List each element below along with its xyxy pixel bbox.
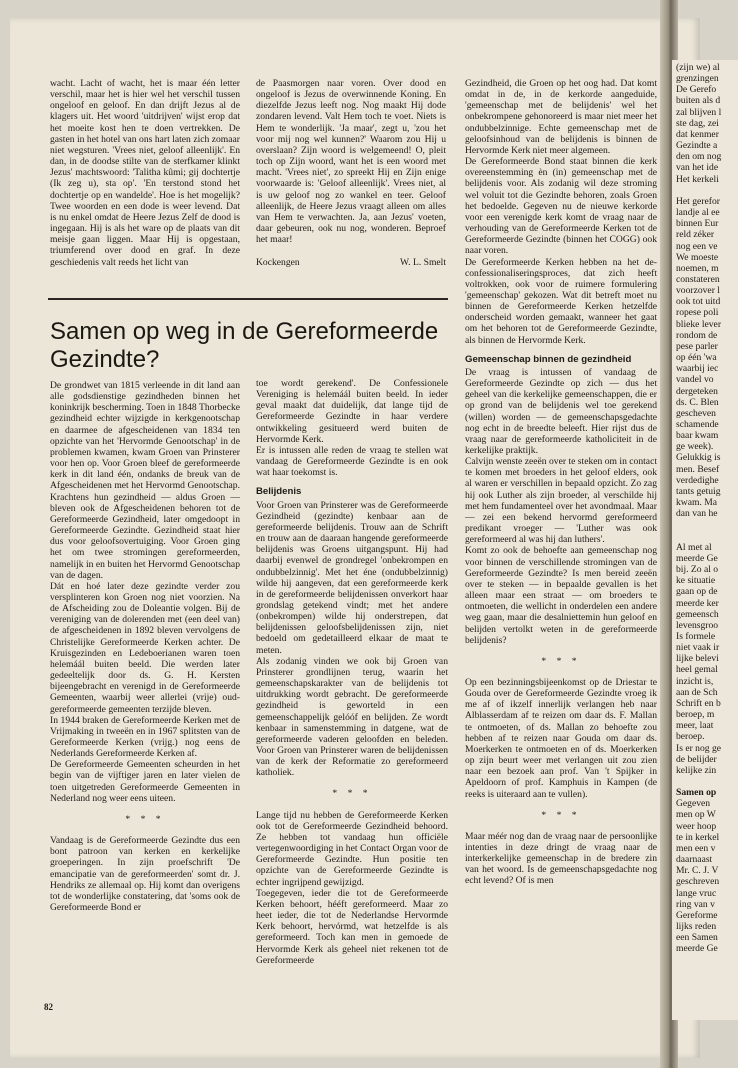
facing-page-line: gescheven [676, 407, 716, 419]
paragraph: Toegegeven, ieder die tot de Gereformeerde Kerken behoort, hééft gereformeerd. Maar zo heet ieder, die tot de Nederlandse Hervormde Kerk behoort, hervórmd, wat hetzelfde is als gereformeerd. Toch kan men in gemoede de Hervormde Kerk als geheel niet rekenen tot de Gereformeerde [256, 887, 448, 966]
article-column-1 [50, 380, 240, 1000]
facing-page-line: ge week). [676, 441, 714, 453]
section-break: * * * [332, 788, 372, 800]
facing-page-line: vandel vo [676, 374, 714, 386]
paragraph: Komt zo ook de behoefte aan gemeenschap nog voor binnen de verschillende stromingen van de Gereformeerde Gezindte? Is men bereid zeeën over te steken — in bepaalde gevallen is het alleen maar een straat — om broeders te ontmoeten, die wellicht in onderdelen een andere weg gaan, maar die desalniettemin hun geloof en belijden vertolkt weten in de gereformeerde belijdenis? [465, 545, 657, 646]
facing-page-line: zal blijven l [676, 106, 722, 118]
facing-page-line: noemen, m [676, 262, 719, 274]
facing-page-line: buiten als d [676, 95, 721, 107]
paragraph: Gezindheid, die Groen op het oog had. Dat komt omdat in de, in de kerkorde aangeduide, 'gemeenschap met de belijdenis' wel het onbekrompene gehonoreerd is maar niet meer het ondubbelzinnige. Echte gemeenschap met de geloofsinhoud van de belijdenis is binnen de Hervormde Kerk niet meer algemeen. [465, 78, 657, 156]
paragraph: Op een bezinningsbijeenkomst op de Driestar te Gouda over de Gereformeerde Gezindte vroeg ik me af of ikzelf innerlijk verlangen heb naar Alblasserdam af te reizen om daar ds. F. Mallan te ontmoeten, of ds. Mallan zo behoefte zou hebben af te reizen naar Gouda om daar ds. Moerkerken te ontmoeten en of ds. Moerkerken op zijn beurt weer met verlangen uit zou zien naar een bezoek aan prof. Van 't Spijker in Apeldoorn of prof. Kamphuis in Kampen (de reeks is uiteraard aan te vullen). [465, 676, 657, 800]
facing-page-line: Gelukkig is [676, 452, 721, 464]
facing-page-line: meerde ker [676, 597, 719, 609]
facing-page-line: ke situatie [676, 575, 716, 587]
signature-place: Kockengen [256, 257, 300, 269]
facing-page-line: Al met al [676, 541, 712, 553]
facing-page-line: pese parler [676, 340, 718, 352]
facing-page-line: ropese poli [676, 307, 719, 319]
paragraph: In 1944 braken de Gereformeerde Kerken met de Vrijmaking in tweeën en in 1967 splitsten van de Gereformeerde Kerken (vrijg.) nog eens de Nederlands Gereformeerde Kerken af. [50, 714, 240, 760]
facing-page-line: nog een ve [676, 240, 718, 252]
facing-page-line: weer hoop [676, 820, 717, 832]
subheading-belijdenis: Belijdenis [256, 486, 302, 498]
facing-page-line: Het gerefor [676, 195, 720, 207]
facing-page-line: aan de Sch [676, 686, 718, 698]
facing-page-line: ook tot uitd [676, 296, 721, 308]
facing-page-line: Samen op [676, 787, 717, 799]
facing-page-line: tants getuig [676, 485, 721, 497]
facing-page-line: beroep. [676, 731, 705, 743]
section-break: * * * [541, 655, 581, 667]
body-text: wacht. Lacht of wacht, het is maar één letter verschil, maar het is hier wel het verschil tussen ongeloof en geloof. En dan drijft Jezus al de klagers uit. Het woord 'uitdrijven' wijst erop dat het moeite kost hen te doen vertrekken. De gasten in het hotel van ons hart laten zich zomaar niet wegsturen. 'Vrees niet, geloof alleenlijk'. En dan, in de doodse stilte van de sterfkamer klinkt Jezus' machtswoord: 'Talitha kûmi; gij dochtertje (Ik zeg u), sta op'. 'En terstond stond het dochtertje op en wandelde'. Hoe is het mogelijk? Twee woorden en een dode is weer levend. Dat is nu enkel omdat de Heere Jezus Zelf de dood is ingegaan. Hij is als het ware op de plaats van dit meisje gaan liggen. Maar Hij is opgestaan, triumferend over dood en graf. In deze geschiedenis valt reeds het licht van [50, 78, 240, 268]
facing-page-line: meerde Ge [676, 552, 718, 564]
facing-page-line: op één 'wa [676, 352, 717, 364]
body-text: de Paasmorgen naar voren. Over dood en ongeloof is Jezus de overwinnende Koning. En diezelfde Jezus leeft nog. Nog maakt Hij dode zondaren levend. Valt Hem toch te voet. Niets is Hem te wonderlijk. 'Ja maar', zegt u, 'zou het voor mij nog wel kunnen?' Waarom zou Hij u overslaan? Zijn woord is welgemeend! O, pleit toch op Zijn woord, want het is een woord met macht. 'Vrees niet', zo spreekt Hij en Zijn enige voorwaarde is: 'Geloof alleenlijk'. Vrees niet, al is uw geloof nog zo wankel en teer. Geloof alleenlijk, de Heere Jezus vraagt alleen om alles van Hem te verwachten. Ja, aan Jezus' voeten, daar gebeuren, ook nu nog, wonderen. Beproef het maar! [256, 78, 446, 246]
facing-page-line: voorzover l [676, 285, 720, 297]
facing-page-line: blieke lever [676, 318, 722, 330]
facing-page-line: ste dag, zei [676, 117, 719, 129]
article-column-2 [256, 378, 448, 998]
paragraph: De Gereformeerde Kerken hebben na het de-confessionaliseringsproces, dat zich heeft voltrokken, ook voor de ruimere formulering 'gemeenschap' gekozen. Wat dit betreft moet nu binnen de Gereformeerde Kerken hetzelfde onderscheid worden gemaakt, wanneer het gaat om het behoren tot de Gereformeerde Gezindte, als binnen de Hervormde Kerk. [465, 256, 657, 346]
facing-page-line: niet vaak ir [676, 642, 720, 654]
facing-page-line: bij. Zo al o [676, 564, 719, 576]
facing-page-line: beroep, m [676, 709, 715, 721]
facing-page-line: Het kerkeli [676, 173, 719, 185]
facing-page-line: lange vruc [676, 887, 717, 899]
facing-page [672, 60, 738, 1020]
facing-page-line: grenzingen [676, 73, 719, 85]
facing-page-line: dat kenmer [676, 128, 719, 140]
facing-page-line: de belijder [676, 753, 717, 765]
facing-page-line: binnen Eur [676, 218, 719, 230]
facing-page-line [676, 185, 738, 196]
section-break: * * * [125, 813, 165, 825]
facing-page-line: levensgroo [676, 619, 719, 631]
facing-page-line: schamende [676, 419, 719, 430]
facing-page-line: (zijn we) al [676, 62, 720, 73]
facing-page-line: Is er nog ge [676, 742, 722, 754]
paragraph: Maar méér nog dan de vraag naar de persoonlijke intenties in deze dringt de vraag naar de interkerkelijke gemeenschap in de bredere zin van het woord. Is de gemeenschapsgedachte nog echt levend? Of is men [465, 830, 657, 887]
facing-page-line: kelijke zin [676, 764, 717, 776]
facing-page-line: men. Besef [676, 463, 720, 475]
section-break: * * * [541, 809, 581, 821]
facing-page-line: gaan op de [676, 586, 718, 598]
facing-page-line: dergeteken [676, 385, 718, 397]
facing-page-line: ds. C. Blen [676, 396, 719, 408]
facing-page-line: baar kwam [676, 430, 719, 442]
facing-page-line: kwam. Ma [676, 497, 718, 509]
facing-page-line: landje al ee [676, 207, 720, 219]
facing-page-line: reld zéker [676, 229, 715, 241]
paragraph: Voor Groen van Prinsterer was de Gereformeerde Gezindheid (gezindte) kenbaar aan de gereformeerde belijdenis. Trouw aan de Schrift en trouw aan de daaraan hangende gereformeerde belijdenis was Groens uitgangspunt. Hij had daarbij evenwel de grondregel 'onbekrompen en ondubbelzinnig'. Met het éne (ondubbelzinnig) wilde hij aangeven, dat een gereformeerde kerk in de gereformeerde belijdenissen onverkort haar grondslag getekend vindt; met het andere (onbekrompen) wilde hij onderstrepen, dat belijdenissen geloofsbelijdenissen zijn, niet bedoeld om gedetailleerd elkaar de maat te meten. [256, 499, 448, 656]
paragraph: Er is intussen alle reden de vraag te stellen wat vandaag de Gereformeerde Gezindte is en ook wat haar toekomst is. [256, 444, 448, 479]
facing-page-line: Gezindte a [676, 140, 718, 152]
paragraph: Als zodanig vinden we ook bij Groen van Prinsterer grondlijnen terug, waarin het gemeenschapskarakter van de belijdenis tot uitdrukking wordt gebracht. De gereformeerde gezindheid is geworteld in een gemeenschappelijk gelóóf en belijden. Ze wordt kenbaar in samenstemming in datgene, wat de gereformeerde vaderen geloofden en beleden. Voor Groen van Prinsterer waren de belijdenissen van de kerk der Reformatie zo gereformeerd katholiek. [256, 655, 448, 779]
facing-page-line [676, 531, 738, 542]
top-column-2 [256, 78, 446, 288]
facing-page-line: men op W [676, 809, 716, 821]
top-column-1 [50, 78, 240, 288]
facing-page-line: geschreven [676, 876, 720, 888]
facing-page-line: constateren [676, 273, 720, 285]
facing-page-line: Mr. C. J. V [676, 865, 719, 877]
paragraph: De Gereformeerde Gemeenten scheurden in het begin van de vijftiger jaren en later vielen de toen uitgetreden Gereformeerde Gemeenten in Nederland nog weer eens uiteen. [50, 759, 240, 804]
paragraph: Vandaag is de Gereformeerde Gezindte dus een bont patroon van kerken en kerkelijke groeperingen. In zijn proefschrift 'De emancipatie van de gereformeerden' somt dr. J. Hendriks ze allemaal op. Hij komt dan overigens tot de wonderlijke constatering, dat 'soms ook de Gereformeerde Bond er [50, 835, 240, 914]
subheading-gemeenschap: Gemeenschap binnen de gezindheid [465, 353, 632, 365]
facing-page-line: inzicht is, [676, 675, 714, 687]
facing-page-line: Gereforme [676, 909, 718, 921]
facing-page-line: Is formele [676, 630, 716, 642]
facing-page-line: verdedighe [676, 474, 719, 486]
facing-page-line: meer, laat [676, 720, 714, 732]
facing-page-line: heel gemal [676, 664, 718, 676]
signature-author: W. L. Smelt [399, 257, 446, 269]
section-divider [48, 298, 448, 300]
facing-page-line: daarnaast [676, 854, 713, 866]
facing-page-line: dan van he [676, 508, 718, 520]
facing-page-line: te in kerkel [676, 831, 720, 843]
article-title: Samen op weg in de Gereformeerde Gezindte? [50, 318, 439, 373]
facing-page-line: van het ide [676, 162, 719, 174]
paragraph: Calvijn wenste zeeën over te steken om in contact te komen met broeders in het geloof elders, ook al waren er verschillen in bepaald opzicht. Zo zag hij ook Luther als zijn broeder, al verschilde hij met hem fundamenteel over het avondmaal. Maar — zei een bekend hervormd gereformeerd predikant vroeger — 'Luther was ook gereformeerd al was hij dan luthers'. [465, 456, 657, 546]
facing-page-line: een Samen [676, 932, 718, 944]
facing-page-line: We moeste [676, 251, 719, 263]
facing-page-line [676, 519, 738, 530]
facing-page-column [676, 62, 738, 955]
facing-page-line: gemeensch [676, 608, 719, 620]
facing-page-line: De Gerefo [676, 84, 717, 96]
facing-page-line: Schrift en b [676, 697, 721, 709]
facing-page-line: meerde Ge [676, 943, 718, 955]
facing-page-line: lijks reden [676, 921, 717, 933]
facing-page-line: den om nog [676, 151, 722, 163]
signature [256, 257, 446, 268]
facing-page-line: ring van v [676, 898, 715, 910]
paragraph: toe wordt gerekend'. De Confessionele Vereniging is helemáál buiten beeld. In ieder geval maakt dat duidelijk, dat lange tijd de Gereformeerde Gezindte in haar verdere ontwikkeling gesitueerd werd buiten de Hervormde Kerk. [256, 378, 448, 445]
facing-page-line: rondom de [676, 329, 718, 341]
facing-page-line [676, 776, 738, 787]
paragraph: Dát en hoé later deze gezindte verder zou versplinteren kon Groen nog niet voorzien. Na de Afscheiding zou de Doleantie volgen. Bij de vereniging van de dolerenden met (een deel van) de afgescheidenen in 1892 bleven vervolgens de Christelijke Gereformeerde Kerken achter. De Kruisgezinden en Ledeboerianen waren toen helemáál buiten beeld. Die werden later gedeeltelijk door ds. G. H. Kersten bijeengebracht en verenigd in de Gereformeerde Gemeenten, waarbij weer allerlei (vrije) oud-gereformeerde gemeenten terzijde bleven. [50, 580, 240, 715]
facing-page-line: men een v [676, 842, 716, 854]
paragraph: Lange tijd nu hebben de Gereformeerde Kerken ook tot de Gereformeerde Gezindheid behoord. Ze hebben tot vandaag hun officiële vertegenwoordiging in het Contact Organ voor de Gereformeerde Gezindte. Hun positie ten opzichte van de Gereformeerde Gezindte is echter ingrijpend gewijzigd. [256, 809, 448, 888]
article-column-3 [465, 78, 657, 1003]
facing-page-line: Gegeven [676, 798, 711, 810]
page-number: 82 [44, 1002, 53, 1012]
facing-page-line: waarbij iec [676, 363, 719, 375]
paragraph: De Gereformeerde Bond staat binnen die kerk overeenstemming èn (in) gemeenschap met de belijdenis voor. Als zodanig wil deze stroming wel voluit tot die Gezindte behoren, zoals Groen het bedoelde. Gegeven nu de nieuwe kerkorde voor een verenigde kerk komt de vraag naar de verhouding van de Gereformeerde Kerken tot de Gereformeerde Gezindte (binnen het COGG) ook naar voren. [465, 156, 657, 257]
facing-page-line: lijke belevi [676, 653, 719, 665]
paragraph: De vraag is intussen of vandaag de Gereformeerde Gezindte op zich — dus het geheel van die kerkelijke gemeenschappen, die er op grond van de belijdenis wel toe gerekend (willen) worden — de gemeenschapsgedachte nog echt in de breedte beleeft. Hier rijst dus de vraag naar de gereformeerde katholiciteit in de kerkelijke praktijk. [465, 366, 657, 456]
paragraph: De grondwet van 1815 verleende in dit land aan alle godsdienstige gezindheden binnen het koninkrijk bescherming. Toen in 1848 Thorbecke gezindheid echter wijzigde in kerkgenootschap en daarmee de afgescheidenen van 1834 ten opzichte van het 'Hervormde Genootschap' in de problemen kwamen, kwam Groen van Prinsterer voor hen op. Voor Groen bleef de gereformeerde kerk in dit land één, ondanks de breuk van de Afgescheidenen met het Hervormd Genootschap. Krachtens hun gezindheid — aldus Groen — bleven ook de Afgescheidenen behoren tot de Gereformeerde Gezindheid, later omgedoopt in Gereformeerde Gezindte. Gezindheid staat hier dus voor geloofsovertuiging. Voor Groen ging het om twee stromingen gereformeerden, namelijk in en buiten het Hervormd Genootschap van de dagen. [50, 380, 240, 581]
